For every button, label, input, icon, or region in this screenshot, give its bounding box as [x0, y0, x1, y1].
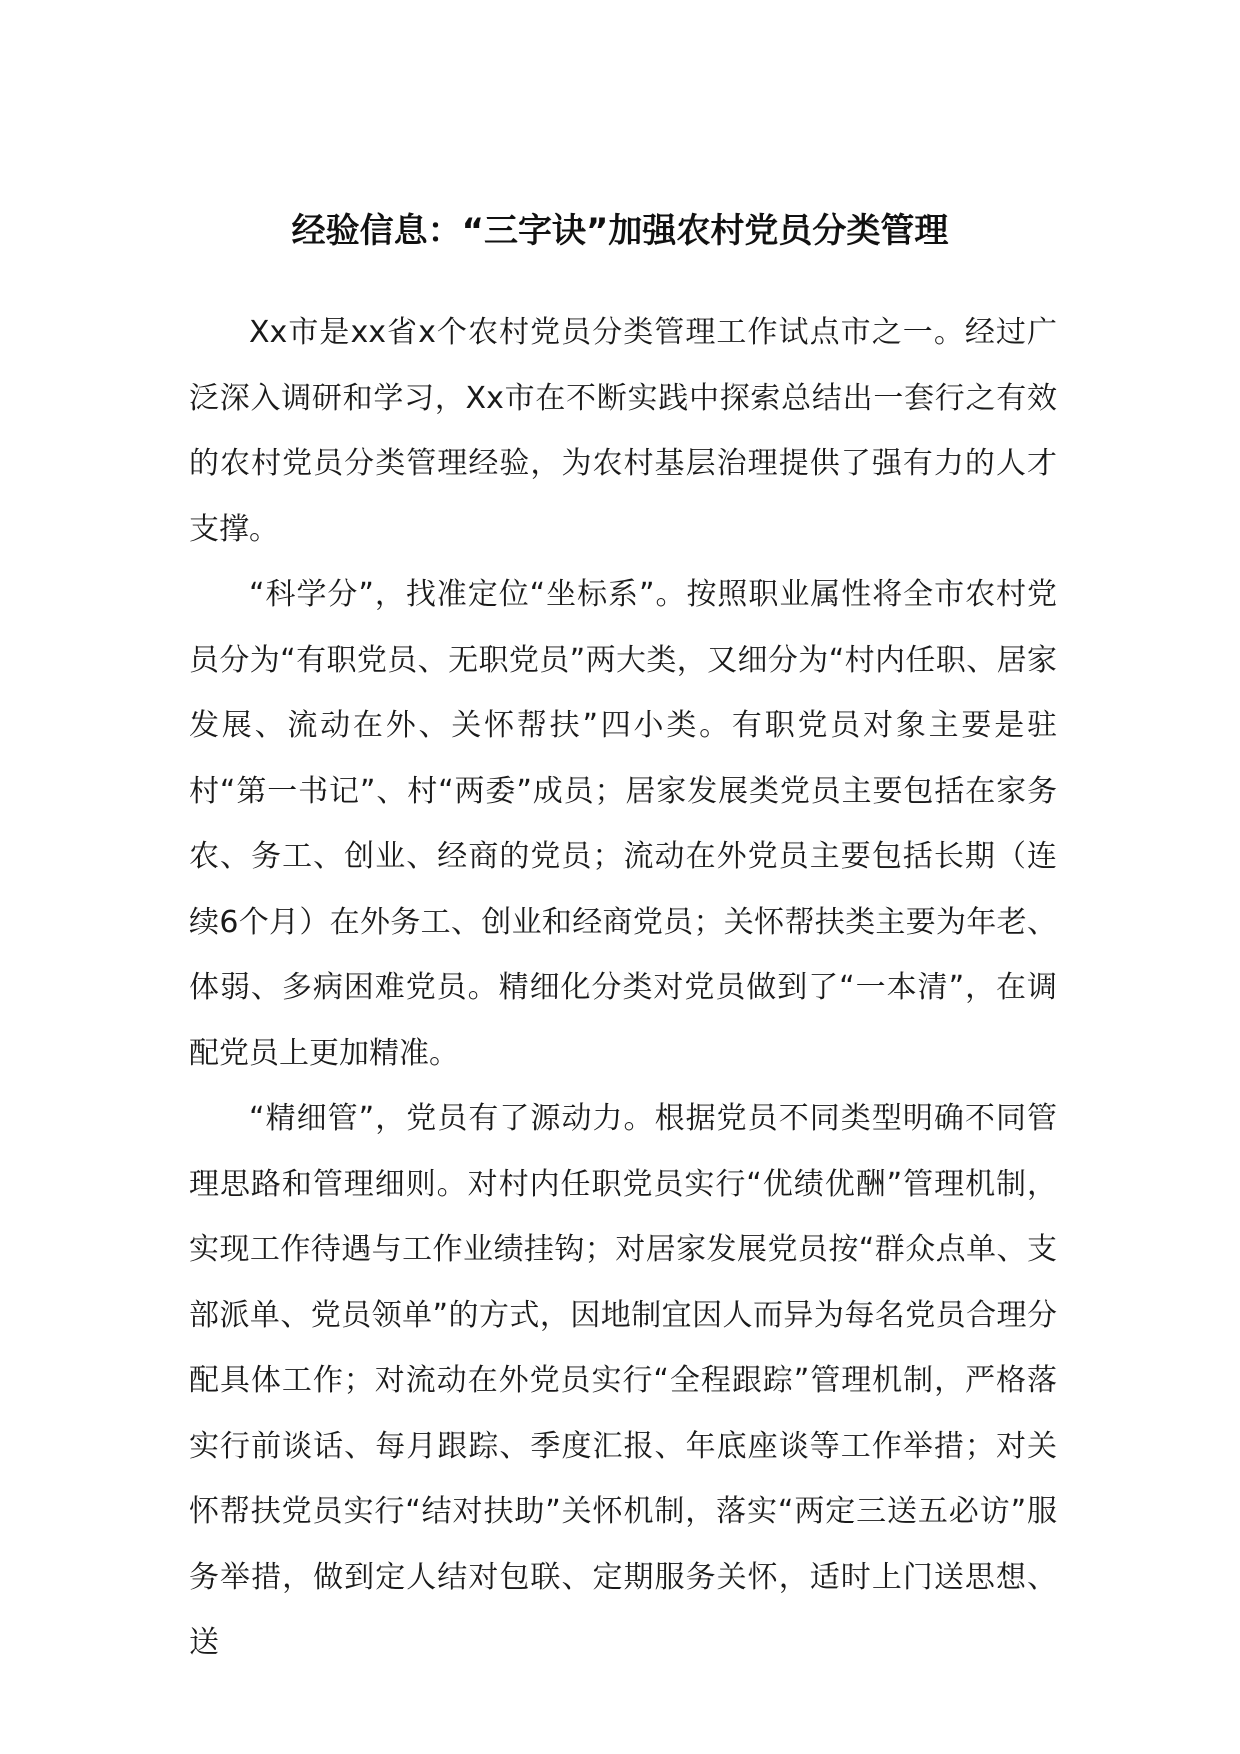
document-body [189, 300, 1057, 1676]
paragraph-intro: Xx市是xx省x个农村党员分类管理工作试点市之一。经过广泛深入调研和学习，Xx市在不断实践中探索总结出一套行之有效的农村党员分类管理经验，为农村基层治理提供了强有力的人才支撑。 [189, 315, 1057, 547]
paragraph-scientific-classification: “科学分”，找准定位“坐标系”。按照职业属性将全市农村党员分为“有职党员、无职党员”两大类，又细分为“村内任职、居家发展、流动在外、关怀帮扶”四小类。有职党员对象主要是驻村“第一书记”、村“两委”成员；居家发展类党员主要包括在家务农、务工、创业、经商的党员；流动在外党员主要包括长期（连续6个月）在外务工、创业和经商党员；关怀帮扶类主要为年老、体弱、多病困难党员。精细化分类对党员做到了“一本清”，在调配党员上更加精准。 [189, 577, 1057, 1071]
document-title: 经验信息：“三字诀”加强农村党员分类管理 [291, 211, 949, 251]
paragraph-fine-management: “精细管”，党员有了源动力。根据党员不同类型明确不同管理思路和管理细则。对村内任职党员实行“优绩优酬”管理机制，实现工作待遇与工作业绩挂钩；对居家发展党员按“群众点单、支部派单、党员领单”的方式，因地制宜因人而异为每名党员合理分配具体工作；对流动在外党员实行“全程跟踪”管理机制，严格落实行前谈话、每月跟踪、季度汇报、年底座谈等工作举措；对关怀帮扶党员实行“结对扶助”关怀机制，落实“两定三送五必访”服务举措，做到定人结对包联、定期服务关怀，适时上门送思想、送 [189, 1101, 1057, 1660]
